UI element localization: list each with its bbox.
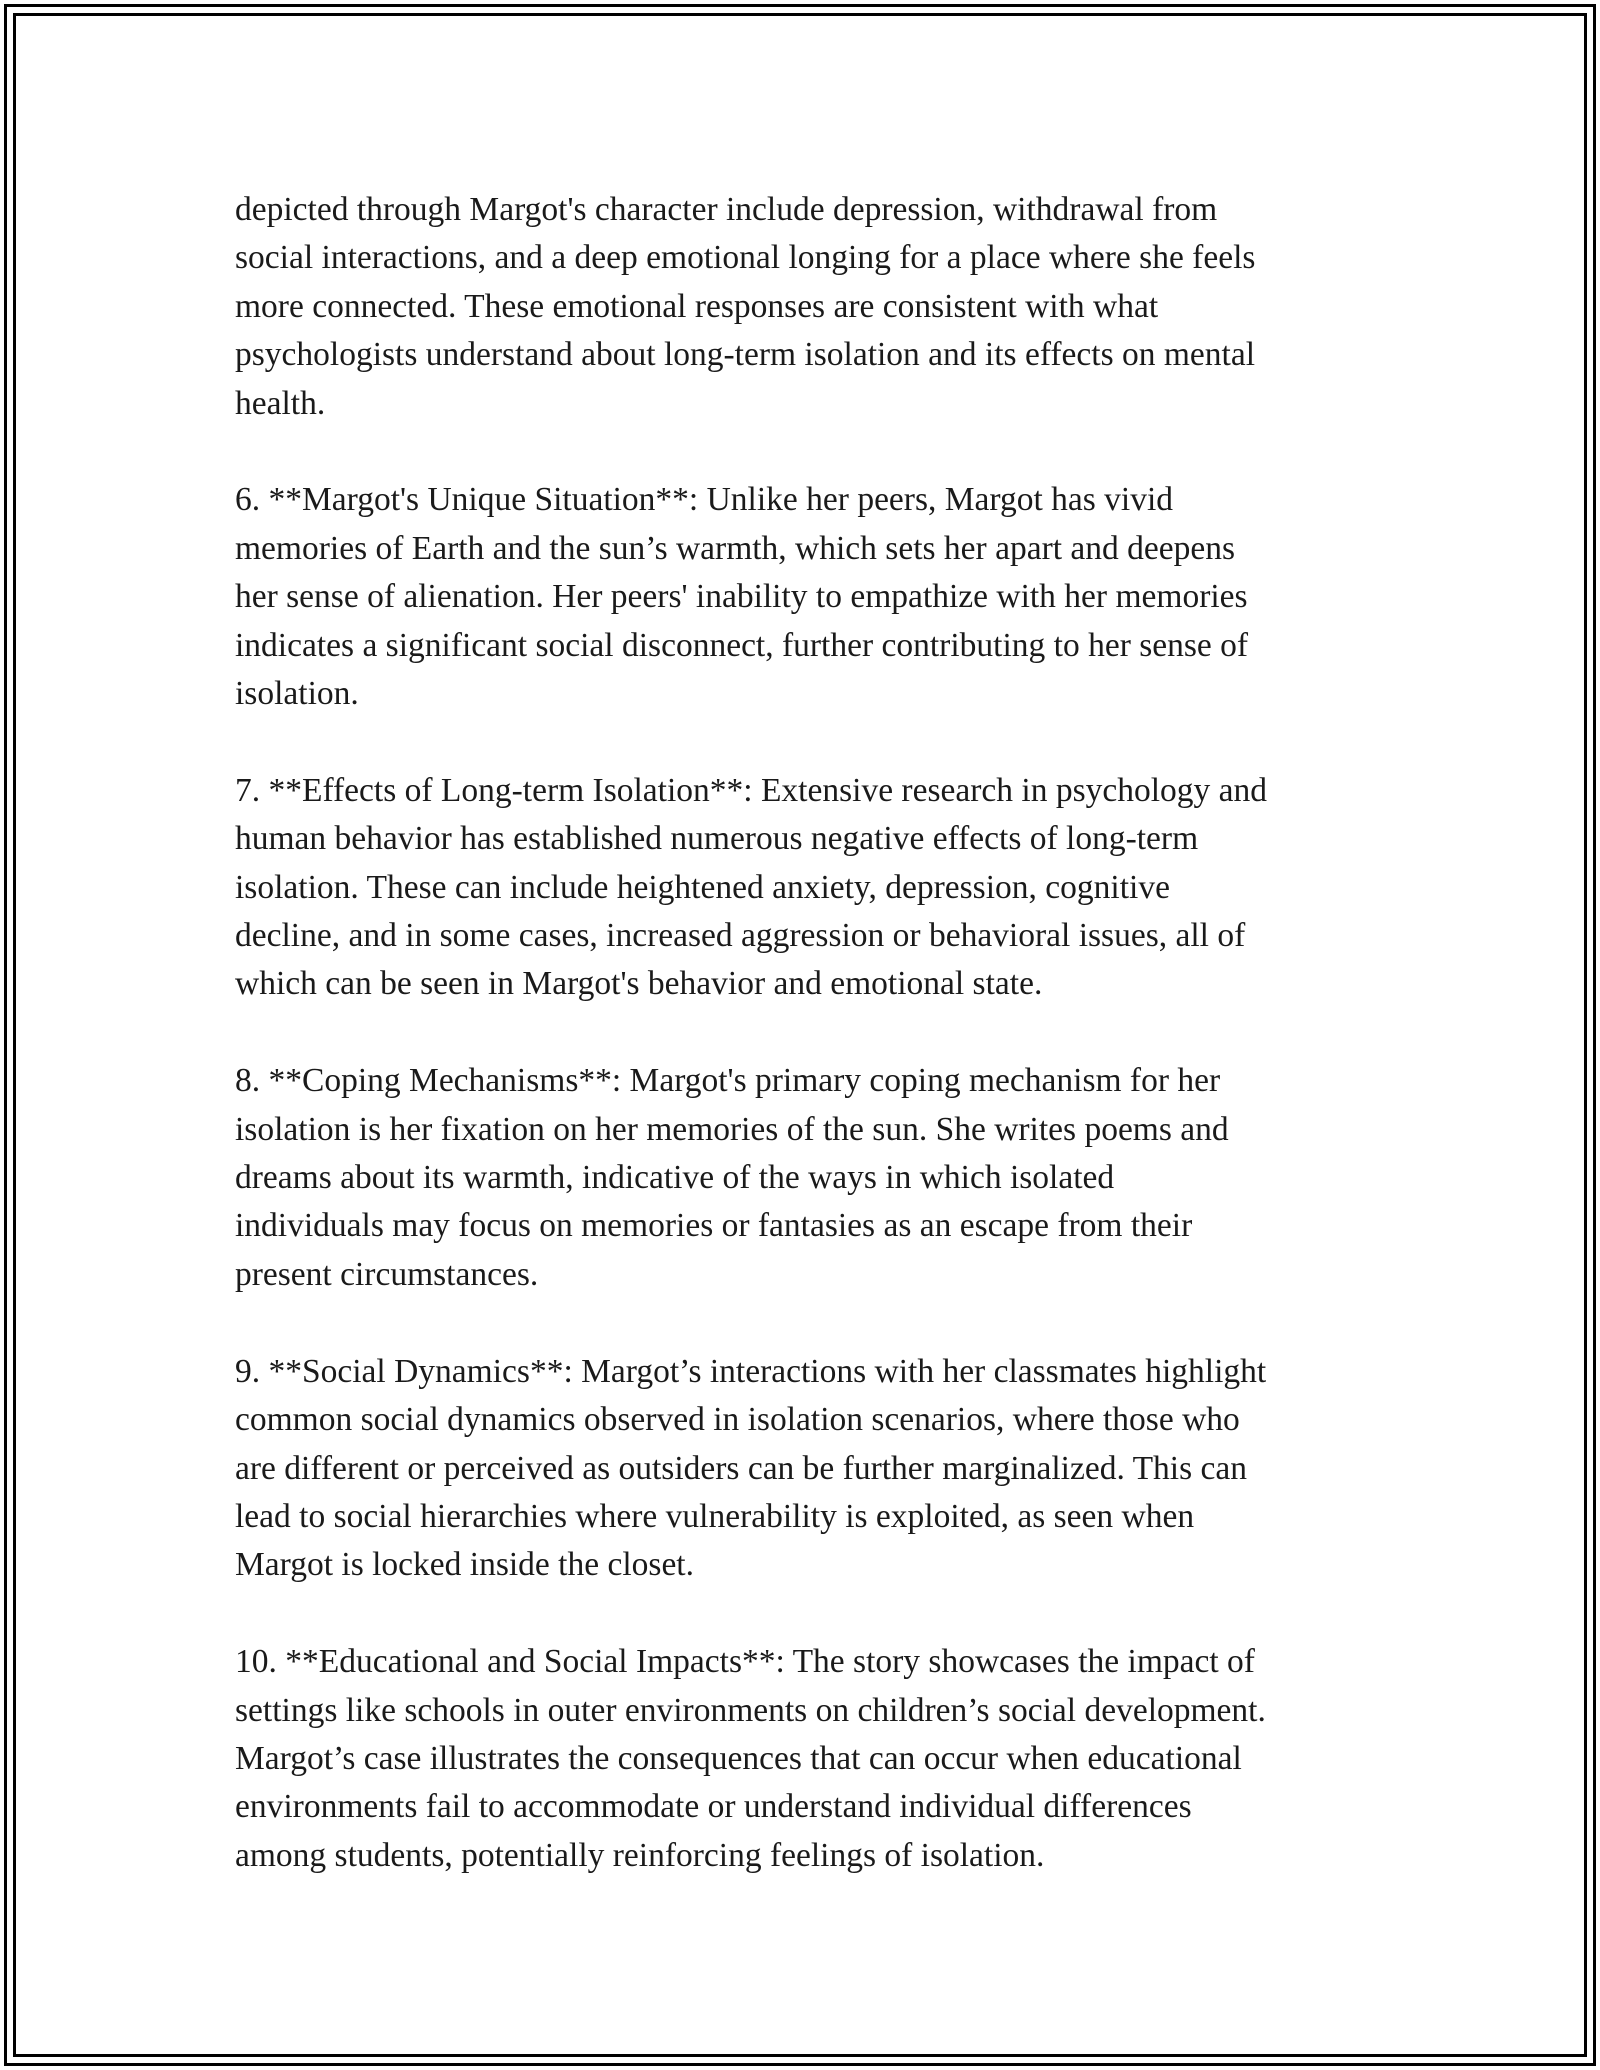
document-body: [235, 186, 1385, 1880]
paragraph-item-7: 7. **Effects of Long-term Isolation**: Extensive research in psychology and human behavior has established numerous negative effects of long-term isolation. These can include heightened anxiety, depression, cognitive decline, and in some cases, increased aggression or behavioral issues, all of which can be seen in Margot's behavior and emotional state.: [235, 771, 1268, 1003]
paragraph-continuation: depicted through Margot's character include depression, withdrawal from social interactions, and a deep emotional longing for a place where she feels more connected. These emotional responses are consistent with what psychologists understand about long-term isolation and its effects on mental health.: [235, 191, 1256, 422]
paragraph-item-10: 10. **Educational and Social Impacts**: The story showcases the impact of settings like schools in outer environments on children’s social development. Margot’s case illustrates the consequences that can occur when educational environments fail to accommodate or understand individual differences among students, potentially reinforcing feelings of isolation.: [235, 1643, 1266, 1874]
paragraph-item-8: 8. **Coping Mechanisms**: Margot's primary coping mechanism for her isolation is her fixation on her memories of the sun. She writes poems and dreams about its warmth, indicative of the ways in which isolated individuals may focus on memories or fantasies as an escape from their present circumstances.: [235, 1062, 1229, 1293]
paragraph-item-6: 6. **Margot's Unique Situation**: Unlike her peers, Margot has vivid memories of Earth and the sun’s warmth, which sets her apart and deepens her sense of alienation. Her peers' inability to empathize with her memories indicates a significant social disconnect, further contributing to her sense of isolation.: [235, 481, 1249, 713]
paragraph-item-9: 9. **Social Dynamics**: Margot’s interactions with her classmates highlight common social dynamics observed in isolation scenarios, where those who are different or perceived as outsiders can be further marginalized. This can lead to social hierarchies where vulnerability is exploited, as seen when Margot is locked inside the closet.: [235, 1352, 1267, 1584]
